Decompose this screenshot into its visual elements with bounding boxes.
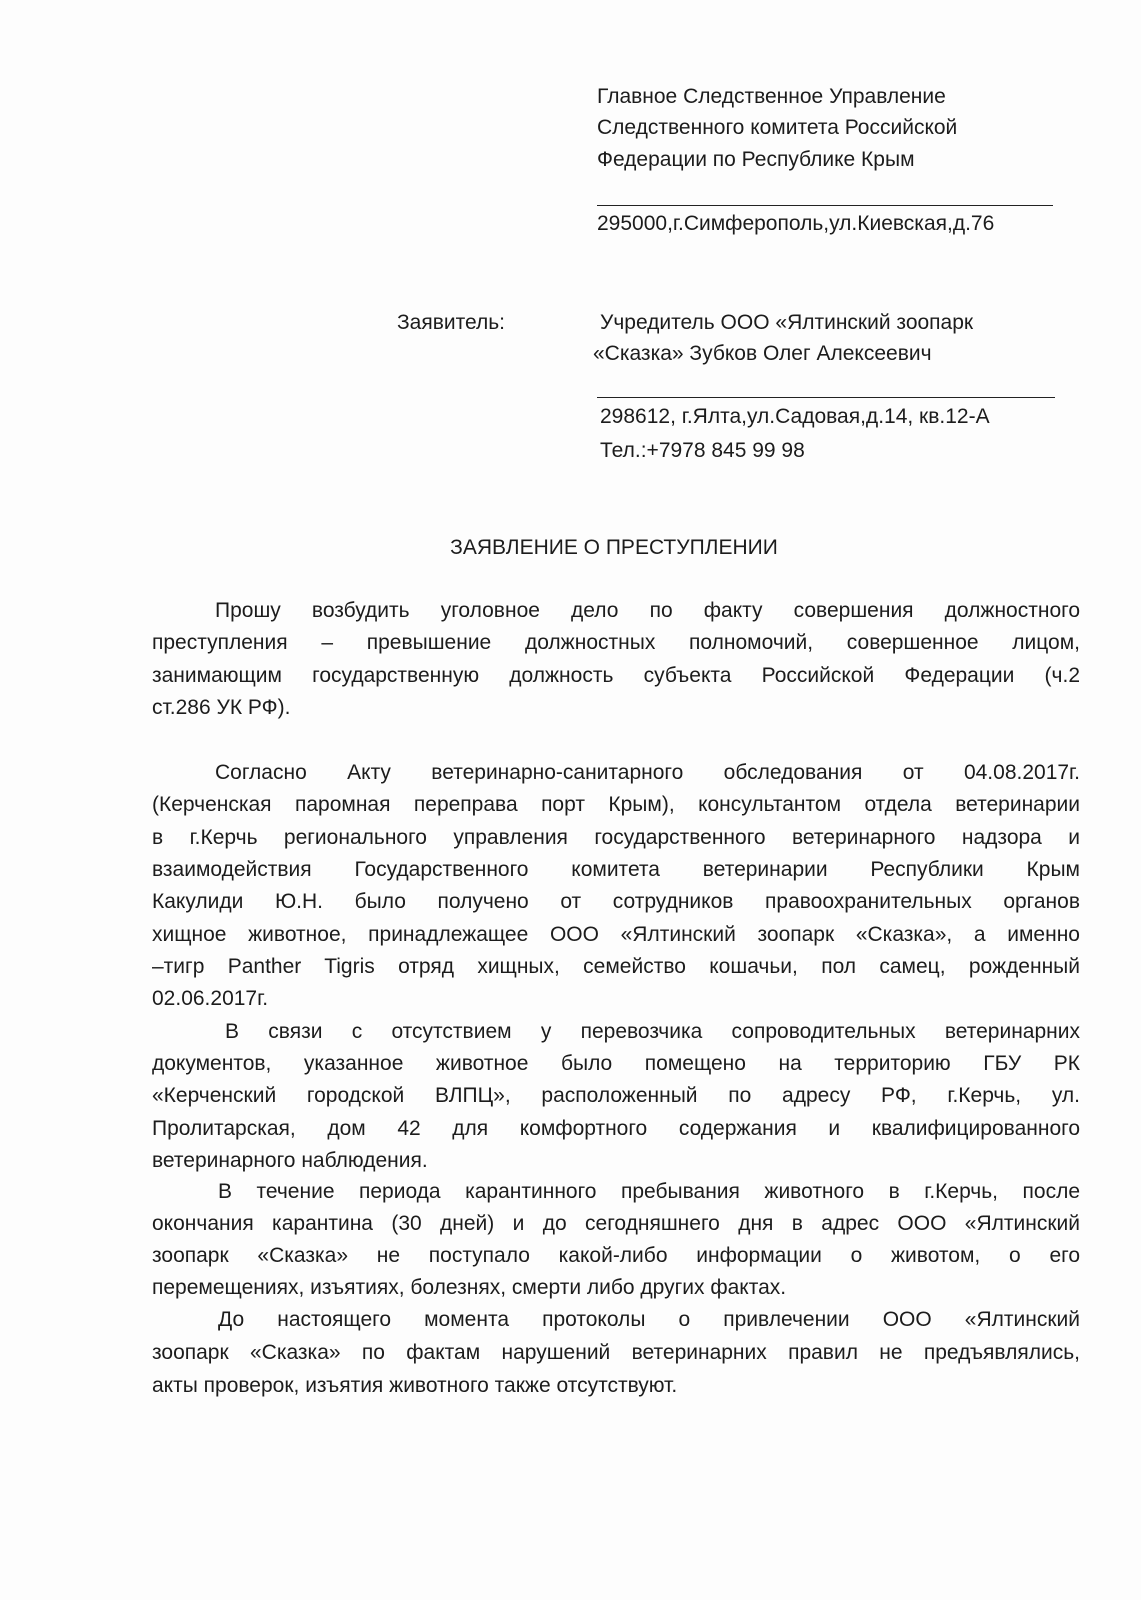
paragraph-line: (Керченская паромная переправа порт Крым), консультантом отдела ветеринарии: [152, 793, 1080, 817]
recipient-line: Главное Следственное Управление: [597, 85, 946, 108]
applicant-line: Учредитель ООО «Ялтинский зоопарк: [600, 311, 974, 334]
paragraph-line: акты проверок, изъятия животного также отсутствуют.: [152, 1374, 678, 1397]
paragraph-line: документов, указанное животное было помещено на территорию ГБУ РК: [152, 1052, 1080, 1076]
applicant-address: 298612, г.Ялта,ул.Садовая,д.14, кв.12-А: [600, 405, 990, 428]
paragraph-line: До настоящего момента протоколы о привлечении ООО «Ялтинский: [218, 1308, 1080, 1331]
paragraph-line: преступления – превышение должностных полномочий, совершенное лицом,: [152, 631, 1080, 655]
paragraph-line: В связи с отсутствием у перевозчика сопроводительных ветеринарних: [225, 1020, 1080, 1043]
paragraph-line: «Керченский городской ВЛПЦ», расположенный по адресу РФ, г.Керчь, ул.: [152, 1084, 1080, 1108]
paragraph-line: хищное животное, принадлежащее ООО «Ялтинский зоопарк «Сказка», а именно: [152, 922, 1080, 946]
paragraph-line: Согласно Акту ветеринарно-санитарного обследования от 04.08.2017г.: [215, 761, 1080, 784]
paragraph-line: 02.06.2017г.: [152, 987, 269, 1011]
paragraph-line: ветеринарного наблюдения.: [152, 1148, 428, 1172]
recipient-line: Федерации по Республике Крым: [597, 148, 915, 171]
divider: [597, 205, 1053, 206]
paragraph-line: занимающим государственную должность субъекта Российской Федерации (ч.2: [152, 663, 1080, 687]
applicant-phone: Тел.:+7978 845 99 98: [600, 439, 805, 462]
paragraph-line: В течение периода карантинного пребывания животного в г.Керчь, после: [218, 1180, 1080, 1203]
paragraph-line: –тигр Panther Tigris отряд хищных, семейство кошачьи, пол самец, рожденный: [152, 954, 1080, 978]
recipient-line: Следственного комитета Российской: [597, 116, 958, 139]
paragraph-line: Какулиди Ю.Н. было получено от сотрудников правоохранительных органов: [152, 890, 1080, 914]
paragraph-line: окончания карантина (30 дней) и до сегодняшнего дня в адрес ООО «Ялтинский: [152, 1212, 1080, 1236]
paragraph-line: в г.Керчь регионального управления государственного ветеринарного надзора и: [152, 825, 1080, 849]
paragraph-line: ст.286 УК РФ).: [152, 696, 291, 720]
paragraph-line: Прошу возбудить уголовное дело по факту совершения должностного: [215, 599, 1080, 622]
paragraph-line: Пролитарская, дом 42 для комфортного содержания и квалифицированного: [152, 1116, 1080, 1140]
applicant-label: Заявитель:: [397, 311, 506, 334]
paragraph-line: зоопарк «Сказка» не поступало какой-либо информации о животом, о его: [152, 1244, 1080, 1268]
paragraph-line: взаимодействия Государственного комитета ветеринарии Республики Крым: [152, 857, 1080, 881]
applicant-line: «Сказка» Зубков Олег Алексеевич: [593, 342, 932, 365]
divider: [597, 397, 1055, 398]
paragraph-line: перемещениях, изъятиях, болезнях, смерти либо других фактах.: [152, 1276, 787, 1300]
paragraph-line: зоопарк «Сказка» по фактам нарушений ветеринарних правил не предъявлялись,: [152, 1341, 1080, 1364]
recipient-address: 295000,г.Симферополь,ул.Киевская,д.76: [597, 212, 995, 235]
document-title: ЗАЯВЛЕНИЕ О ПРЕСТУПЛЕНИИ: [450, 536, 778, 559]
